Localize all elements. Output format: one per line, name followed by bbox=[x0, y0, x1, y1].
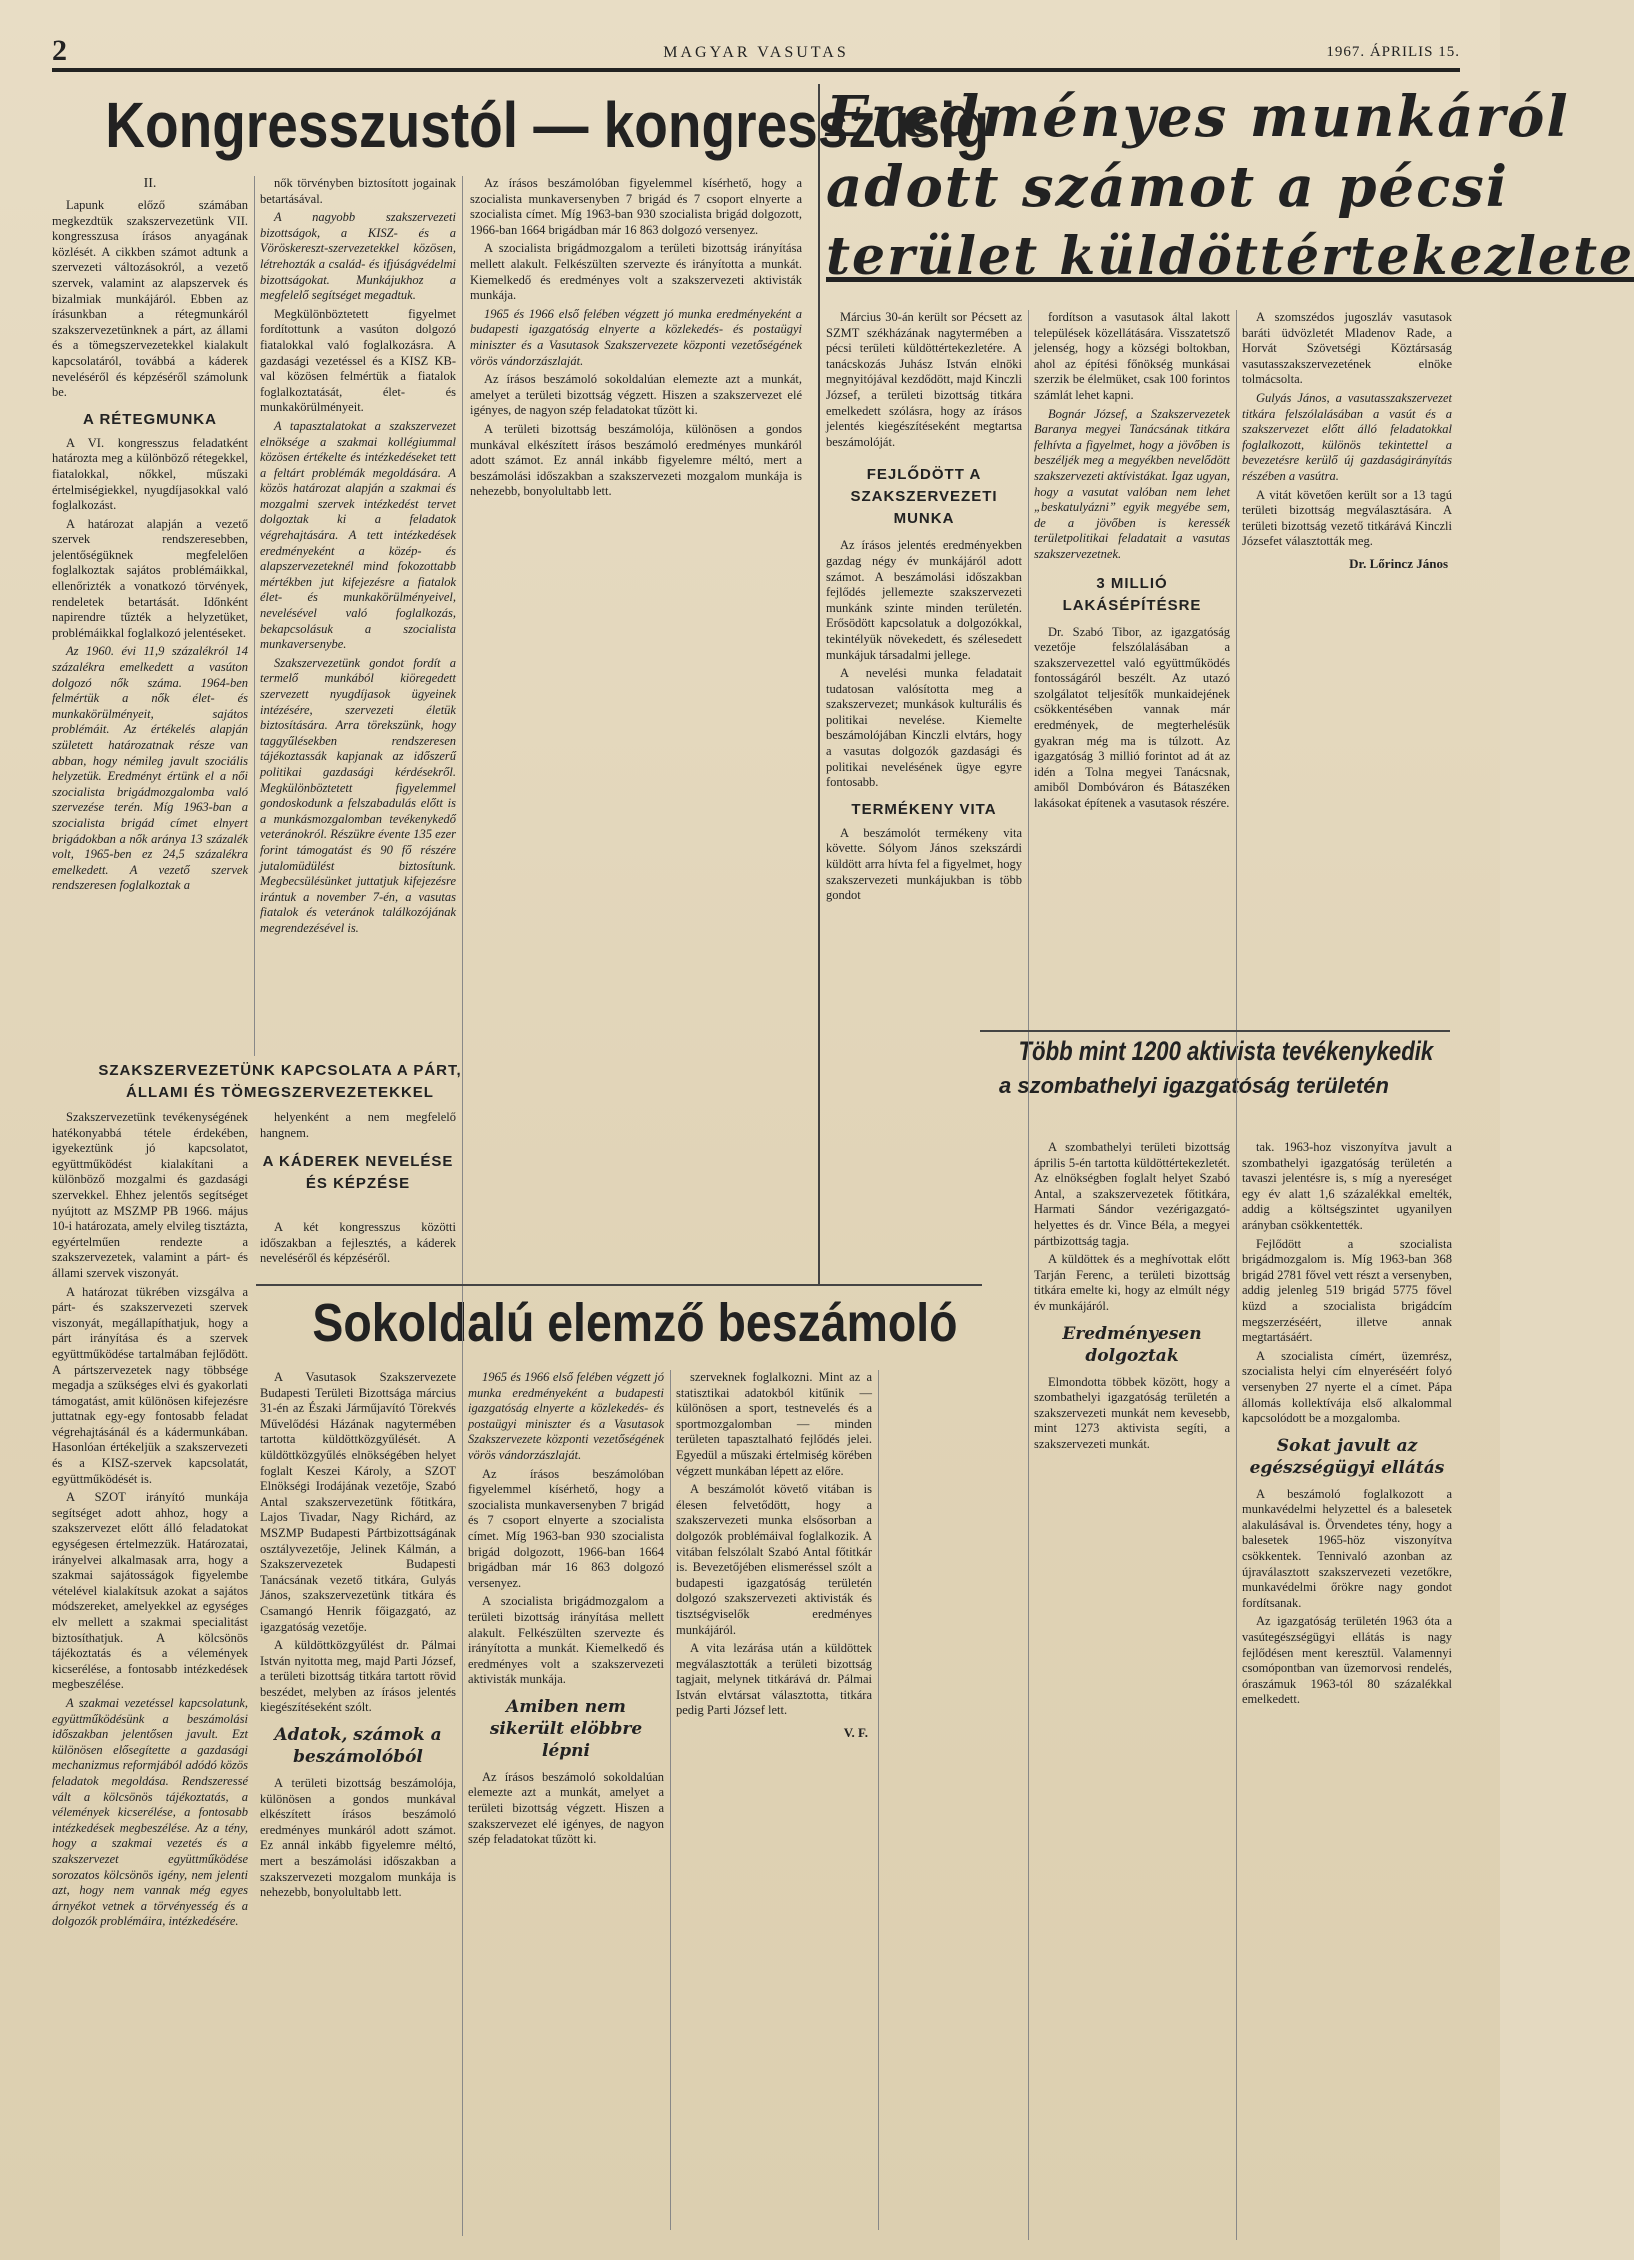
paragraph: Gulyás János, a vasutasszakszervezet titkára felszólalásában a vasút és a szakszervezet előtt álló feladatokkal foglalkozott, különös tekintettel a bevezetésre kerülő új gazdaságirányítás részében a vasútra. bbox=[1242, 390, 1452, 483]
subheading-3-millio: 3 MILLIÓ LAKÁSÉPÍTÉSRE bbox=[1062, 574, 1202, 614]
paragraph: Az írásos jelentés eredményekben gazdag négy év munkájáról adott számot. A beszámolási időszakban fejlődés jellemezte szakszervezeti munkánk szinte minden területén. Erősödött kapcsolatuk a dolgozókkal, tekintélyük növekedett, és szélesedett munkájuk társadalmi jellege. bbox=[826, 538, 1022, 662]
banner-line-2: a szombathelyi igazgatóság területén bbox=[999, 1073, 1389, 1098]
paragraph: A vita lezárása után a küldöttek megválasztották a területi bizottság tagjait, melynek titkárává dr. Pálmai István elvtársat választotta, titkára pedig Parti József lett. bbox=[676, 1641, 872, 1718]
paragraph: szerveknek foglalkozni. Mint az a statisztikai adatokból kitűnik — különösen a sport, testnevelés és a sportmozgalomban — minden területen tapasztalható fejlődés jelei. Egyedül a műszaki értelmiség körében végzett munkában lépett az előre. bbox=[676, 1370, 872, 1478]
paragraph: A beszámolót termékeny vita követte. Sólyom János szekszárdi küldött arra hívta fel a figyelmet, hogy szakszervezeti munkájukban is több gondot bbox=[826, 825, 1022, 903]
paragraph: A határozat tükrében vizsgálva a párt- és szakszervezeti szervek viszonyát, megállapíthatjuk, hogy a párt irányítása és a szervek együttműködése tartalmában fejlődött. A pártszervezetek nagy többsége megadja a szükséges elvi és gyakorlati támogatást, amit különösen kifejezésre juttatnak egy-egy fontosabb feladat végrehajtásánál és a kádermunkában. Hasonlóan értékeljük a szakszervezeti és a KISZ-szervek kapcsolatát, együttműködését is. bbox=[52, 1284, 248, 1486]
paragraph: A Vasutasok Szakszervezete Budapesti Területi Bizottsága március 31-én az Északi Járműjavító Törekvés Művelődési Házának nagytermében tartotta küldöttközgyűlését. A küldöttközgyűlés elnökségében helyet foglalt Keszei Károly, a SZOT Elnökségi Irodájának vezetője, Szabó Antal szakszervezetünk főtitkára, Lajos Tivadar, Nagy Richárd, az MSZMP Budapesti Pártbizottságának osztályvezetője, Jelinek Kálmán, a Szakszervezetek Budapesti Tanácsának vezető titkára, Gulyás János, szakszervezetünk titkára és Csamangó Henrik főigazgató, az igazgatóság vezetője. bbox=[260, 1370, 456, 1634]
column-rule bbox=[670, 1370, 671, 2230]
paragraph: A nevelési munka feladatait tudatosan valósította meg a szakszervezet; munkások kulturális és politikai nevelése. Kiemelte beszámolójában Kinczli elvtárs, hogy a vasutas dolgozók gazdasági és politikai nevelésének ügye egyre fontosabb. bbox=[826, 666, 1022, 790]
paragraph: A szomszédos jugoszláv vasutasok baráti üdvözletét Mladenov Rade, a Horvát Szövetségi Köztársaság vasutasszakszervezetének elnöke tolmácsolta. bbox=[1242, 310, 1452, 387]
banner-line-1: Több mint 1200 aktivista tevékenykedik bbox=[1018, 1036, 1434, 1066]
subheading-eredmenyesen: Eredményesen dolgoztak bbox=[1062, 1323, 1202, 1366]
paragraph: Megkülönböztetett figyelmet fordítottunk a vasúton dolgozó fiatalokkal való foglalkozásra. A gazdasági vezetéssel és a KISZ KB-val közösen felmértük a fiatalok foglalkoztatását, élet- és munkakörülményeit. bbox=[260, 306, 456, 415]
signature: Dr. Lőrincz János bbox=[1349, 555, 1448, 571]
right-col-1 bbox=[826, 310, 1022, 1040]
paragraph: A tapasztalatokat a szakszervezet elnöksége a szakmai kollégiummal közösen értékelte és intézkedéseket tett a feltárt problémák megoldására. A közös határozat alapján a szakmai és mozgalmi szervek intézkedést tervet dolgoztak ki a feladatok végrehajtására. A tett intézkedések eredményeként a közép- és alapszervezeteknél mind fokozottabb mértékben jut kifejezésre a fiatalok élet- és munkakörülményeivel, nevelésével való foglalkozás, bekapcsolásuk a szocialista munkaversenybe. bbox=[260, 418, 456, 652]
right-col-2 bbox=[1034, 310, 1230, 1040]
left-headline: Kongresszustól — kongresszusig bbox=[105, 89, 990, 161]
paragraph: A küldöttek és a meghívottak előtt Tarján Ferenc, a területi bizottság titkára emelte ki, hogy az elmúlt négy év munkájáról. bbox=[1034, 1252, 1230, 1313]
right-headline-line3: terület küldöttértekezlete bbox=[826, 226, 1634, 287]
page-number: 2 bbox=[52, 34, 67, 67]
paragraph: Elmondotta többek között, hogy a szombathelyi igazgatóság területén a szakszervezeti munkát nem kevesebb, mint 1273 aktivista segíti, a szakszervezeti munkát. bbox=[1034, 1374, 1230, 1451]
paragraph: A szombathelyi területi bizottság április 5-én tartotta küldöttértekezletét. Az elnökségben foglalt helyet Szabó Antal, a szakszervezetek főtitkára, Harmati Sándor vezérigazgató-helyettes és dr. Vince Béla, a megyei pártbizottság tagja. bbox=[1034, 1140, 1230, 1248]
paragraph: helyenként a nem megfelelő hangnem. bbox=[260, 1110, 456, 1140]
part-number: II. bbox=[143, 176, 157, 191]
paragraph: nők törvényben biztosított jogainak betartásával. bbox=[260, 176, 456, 206]
paragraph: A szocialista brigádmozgalom a területi bizottság irányítása mellett alakult. Felkészülten szervezte és irányította a munkát. Kiemelkedő és eredményes volt a szakszervezeti aktivisták munkája. bbox=[468, 1594, 664, 1687]
subheading-sokat-javult: Sokat javult az egészségügyi ellátás bbox=[1249, 1435, 1445, 1478]
paragraph: A két kongresszus közötti időszakban a fejlesztés, a káderek neveléséről és képzéséről. bbox=[260, 1220, 456, 1266]
bottom-headline: Sokoldalú elemző beszámoló bbox=[312, 1293, 958, 1353]
right-headline-box bbox=[826, 82, 1634, 302]
paragraph: fordítson a vasutasok által lakott települések közellátására. Visszatetsző jelenség, hogy a községi boltokban, ahol az építési főnökség munkásai szerzik be élelmüket, csak 100 forintos számlát lehet kapni. bbox=[1034, 310, 1230, 402]
paragraph: A VI. kongresszus feladatként határozta meg a különböző rétegekkel, fiatalokkal, nőkkel, műszaki értelmiségiekkel, nyugdíjasokkal való foglalkozást. bbox=[52, 435, 248, 513]
paragraph: Bognár József, a Szakszervezetek Baranya megyei Tanácsának titkára felhívta a figyelmet, hogy a jövőben is beszéljék meg a megyékben nevelődött szakszervezeti aktívistákat. Igaz ugyan, hogy a vasutat valóban nem lehet „beskatulyázni” egyik megyébe sem, de a jövőben is keressék területpolitikai feladatait a vasutas szakszervezetnek. bbox=[1034, 406, 1230, 561]
paragraph: Szakszervezetünk gondot fordít a termelő munkából kiöregedett szervezett nyugdíjasok ügyeinek intézésére, szervezeti életük biztosítására. Arra törekszünk, hogy taggyűlésekben rendszeresen tájékoztassák kapjanak az időszerű politikai gazdasági kérdésekről. Megkülönböztetett figyelemmel gondoskodunk a felszabadulás előtt is a munkásmozgalomban tevékenykedő veteránokról. Részükre évente 135 ezer forint támogatást és 90 fő részére jutalomüdülést biztosítunk. Megbecsülésünket juttatjuk kifejezésre irántuk a november 7-én, a vasutas fiatalok és veteránok találkozójának megrendezésével is. bbox=[260, 655, 456, 935]
szombathely-col-1 bbox=[1034, 1140, 1230, 2240]
bottom-col-2 bbox=[468, 1370, 664, 2240]
right-headline-line2: adott számot a pécsi bbox=[826, 154, 1510, 220]
subheading-kaderek: A KÁDEREK NEVELÉSE ÉS KÉPZÉSE bbox=[262, 1153, 454, 1193]
left-col-3 bbox=[470, 176, 802, 1196]
paragraph: Március 30-án került sor Pécsett az SZMT székházának nagytermében a pécsi területi küldöttértekezletére. A tanácskozás Juhász István elnöki megnyitójával kezdődött, majd Kinczli József, a területi bizottság titkára emelkedett szólásra, hogy az írásos jelentés kiegészítéseként megtartsa beszámolóját. bbox=[826, 310, 1022, 449]
paragraph: A beszámoló foglalkozott a munkavédelmi helyzettel és a balesetek alakulásával is. Örvendetes tény, hogy a balesetek 1965-höz viszonyítva csökkentek. Tennivaló azonban az újraválasztott szakszervezeti vezetőkre, munkavédelmi őrökre nagy gondot fordítsanak. bbox=[1242, 1486, 1452, 1610]
right-headline-line1: Eredményes munkáról bbox=[826, 84, 1570, 150]
column-rule bbox=[254, 176, 255, 1056]
column-rule bbox=[462, 176, 463, 2236]
paragraph: A SZOT irányító munkája segítséget adott ahhoz, hogy a szakszervezet előtt álló feladatokat egységesen értelmezzük. Határozatai, irányelvei alkalmasak arra, hogy a szakmai sajátosságok figyelembe vételével kialakítsuk azokat a sajátos módszereket, amelyekkel az egységes elv mellett a szakmai specialitást biztosíthatjuk. A kölcsönös tájékoztatás és a vélemények kicserélése, a fontosabb intézkedések megbeszélése. bbox=[52, 1490, 248, 1692]
paragraph: Az 1960. évi 11,9 százalékról 14 százalékra emelkedett a vasúton dolgozó nők száma. 1964-ben felmértük a nők élet- és munkakörülményeit, sajátos problémáit. Az értékelés alapján született határozatnak része van abban, hogy némileg javult szociális helyzetük. Eredményt értünk el a női szocialista brigádmozgalomba való szervezése terén. Míg 1963-ban a szocialista brigád címet elnyert brigádokban a nők aránya 13 százalék volt, 1965-ben ez 24,5 százalékra emelkedett. A vezető szervek rendszeresen foglalkoztak a bbox=[52, 644, 248, 893]
subheading-kapcsolata: SZAKSZERVEZETÜNK KAPCSOLATA A PÁRT, ÁLLAMI ÉS TÖMEGSZERVEZETEKKEL bbox=[98, 1062, 462, 1101]
paragraph: Az írásos beszámolóban figyelemmel kísérhető, hogy a szocialista munkaversenyben 7 brigád és 7 csoport elnyerte a szocialista címet. Míg 1963-ban 930 szocialista brigád dolgozott, 1966-ban 1664 brigádban már 16 863 dolgozó versenyez. bbox=[468, 1466, 664, 1590]
issue-date: 1967. ÁPRILIS 15. bbox=[1326, 44, 1460, 60]
paper-name: MAGYAR VASUTAS bbox=[663, 44, 849, 61]
left-col-2b bbox=[260, 1110, 456, 1220]
szombathely-col-2 bbox=[1242, 1140, 1452, 2240]
column-rule bbox=[1236, 310, 1237, 2240]
paragraph: Az írásos beszámolóban figyelemmel kísérhető, hogy a szocialista munkaversenyben 7 brigád és 7 csoport elnyerte a szocialista címet. Míg 1963-ban 930 szocialista brigád dolgozott, 1966-ban 1664 brigádban már 16 863 dolgozó versenyez. bbox=[470, 176, 802, 237]
subheading-amiben: Amiben nem sikerült elöbbre lépni bbox=[489, 1696, 643, 1761]
paragraph: 1965 és 1966 első felében végzett jó munka eredményeként a budapesti igazgatóság elnyerte a közlekedés- és postaügyi miniszter és a Vasutasok Szakszervezete központi vezetőségének vörös vándorzászlaját. bbox=[468, 1370, 664, 1462]
subheading-retegmunka: A RÉTEGMUNKA bbox=[83, 410, 217, 428]
horizontal-rule bbox=[256, 1284, 982, 1286]
subheading-adatok: Adatok, számok a beszámolóból bbox=[274, 1725, 442, 1768]
paragraph: Fejlődött a szocialista brigádmozgalom is. Míg 1963-ban 368 brigád 2781 fővel vett részt a versenyben, addig jelenleg 519 brigád 5775 fővel küzd a szocialista brigádcím megszerzéséért, illetve annak megtartásáért. bbox=[1242, 1236, 1452, 1345]
paragraph: A területi bizottság beszámolója, különösen a gondos munkával elkészített írásos beszámoló eredményes munkáról adott számot. Ez annál inkább figyelemre méltó, mert a beszámolási időszakban a szakszervezeti mozgalom munkája is nehezebb, bonyolultabb lett. bbox=[260, 1776, 456, 1900]
left-col-2c bbox=[260, 1220, 456, 1280]
paragraph: Lapunk előző számában megkezdtük szakszervezetünk VII. kongresszusa írásos anyagának közlését. A cikkben számot adtunk a szervezeti változásokról, a vezető szervek, valamint az alapszervek és bizalmiak munkájáról. Ebben az írásunkban a rétegmunkáról szakszervezetünknek a párt, az állami és a tömegszervezetekkel kialakult kapcsolatáról, továbbá a káderek neveléséről és képzéséről számolunk be. bbox=[52, 198, 248, 400]
subheading-termekeny-vita: TERMÉKENY VITA bbox=[851, 800, 997, 818]
paragraph: A határozat alapján a vezető szervek rendszeresebben, jelentőségüknek megfelelően foglalkoztak sajátos problémáikkal, ellenőrizték a vonatkozó törvények, rendeletek betartását. Időnként napirendre tűzték a helyzetüket, problémáikkal foglalkozó jelentéseket. bbox=[52, 516, 248, 640]
left-col-1b bbox=[52, 1110, 248, 2240]
paragraph: A szakmai vezetéssel kapcsolatunk, együttműködésünk a beszámolási időszakban jelentősen javult. Ezt különösen elősegítette a gazdasági mechanizmus reformjából adódó közös feladatok megoldása. Rendszeressé vált a kölcsönös tájékoztatás, a vélemények kicserélése, a fontosabb intézkedések megbeszélése. Az a tény, hogy a szakmai vezetés és a szakszervezet együttműködése sorozatos kölcsönös igény, nem jelenti azt, hogy nem vannak még egyes árnyékot vetnek a törvényesség és a dolgozók problémáira, intézkedésére. bbox=[52, 1695, 248, 1929]
column-rule bbox=[878, 1370, 879, 2230]
paragraph: Dr. Szabó Tibor, az igazgatóság vezetője felszólalásában a szakszervezettel való együttműködés fontosságáról beszélt. Az utazó szolgálatot teljesítők munkaidejének csökkentésében vannak már eredmények, de megterhelésük gyakran még ma is túlzott. Az igazgatóság 3 millió forintot ad át az idén a Tolna megyei Tanácsnak, amiből Dombóváron és Bátaszéken lakásokat építenek a vasutasok részére. bbox=[1034, 624, 1230, 811]
signature: V. F. bbox=[843, 1725, 868, 1741]
masthead bbox=[52, 28, 1460, 72]
column-rule bbox=[1028, 310, 1029, 2240]
right-col-3 bbox=[1242, 310, 1452, 1040]
horizontal-rule bbox=[980, 1030, 1450, 1032]
paragraph: A szocialista brigádmozgalom a területi bizottság irányítása mellett alakult. Felkészülten szervezte és irányította a munkát. Kiemelkedő és eredményes volt a szakszervezeti aktivisták munkája. bbox=[470, 241, 802, 303]
paragraph: A küldöttközgyűlést dr. Pálmai István nyitotta meg, majd Parti József, a területi bizottság titkára tartott rövid beszédet, melyben az írásos jelentés kiegészítéseként szólt. bbox=[260, 1638, 456, 1715]
paragraph: A szocialista címért, üzemrész, szocialista helyi cím elnyeréséért folyó versenyben 27 nyerte el a címet. Pápa állomás kollektívája első alkalommal kapcsolódott be a mozgalomba. bbox=[1242, 1348, 1452, 1426]
paragraph: A nagyobb szakszervezeti bizottságok, a KISZ- és a Vöröskereszt-szervezetekkel közösen, létrehozták a család- és ifjúságvédelmi bizottságokat. Munkájukhoz a megfelelő segítséget megadtuk. bbox=[260, 210, 456, 303]
bottom-col-1 bbox=[260, 1370, 456, 2240]
left-col-2 bbox=[260, 176, 456, 1076]
column-rule bbox=[818, 84, 820, 1284]
szombathely-banner bbox=[980, 1036, 1434, 1132]
paragraph: Az igazgatóság területén 1963 óta a vasútegészségügyi ellátás is nagy fejlődésen ment keresztül. Valamennyi csomópontban van üzemorvosi rendelés, óraszámuk 1963-tól 80 százalékkal emelkedett. bbox=[1242, 1614, 1452, 1707]
subheading-fejlodott: FEJLŐDÖTT A SZAKSZERVEZETI MUNKA bbox=[850, 466, 998, 528]
paragraph: A beszámolót követő vitában is élesen felvetődött, hogy a szakszervezeti munka elsősorban a dolgozók problémáival foglalkozik. A vitában felszólalt Szabó Antal főtitkár is. Bevezetőjében elismeréssel szólt a budapesti igazgatóság területén dolgozó szakszervezeti aktivisták és tisztségviselők eredményes munkájáról. bbox=[676, 1482, 872, 1637]
paragraph: A vitát követően került sor a 13 tagú területi bizottság megválasztására. A területi bizottság vezető titkárává Kinczli Józsefet választották meg. bbox=[1242, 487, 1452, 549]
paragraph: tak. 1963-hoz viszonyítva javult a szombathelyi igazgatóság területén a tavaszi jelentésre is, s míg a nyereséget egy év alatt 1,6 százalékkal emelték, addig a költségszintet ugyanilyen arányban csökkentették. bbox=[1242, 1140, 1452, 1232]
paragraph: Az írásos beszámoló sokoldalúan elemezte azt a munkát, amelyet a területi bizottság végzett. Hiszen a szakszervezet elé igényes, de nagyon szép feladatokat tűzött ki. bbox=[470, 372, 802, 418]
bottom-col-3 bbox=[676, 1370, 872, 2240]
left-headline-box bbox=[52, 86, 990, 164]
paragraph: Szakszervezetünk tevékenységének hatékonyabbá tétele érdekében, igyekeztünk jó kapcsolatot, együttműködést kialakítani a különböző mozgalmi és gazdasági szervekkel. Ehhez jelentős segítséget nyújtott az MSZMP PB 1966. május 10-i határozata, amely elvileg tisztázta, egyértelműen rendezte a szakszervezetek, valamint a párt- és állami szervek viszonyát. bbox=[52, 1110, 248, 1280]
paragraph: Az írásos beszámoló sokoldalúan elemezte azt a munkát, amelyet a területi bizottság végzett. Hiszen a szakszervezet elé igényes, de nagyon szép feladatokat tűzött ki. bbox=[468, 1769, 664, 1847]
bottom-headline-box bbox=[262, 1288, 982, 1358]
section-heading-box bbox=[80, 1050, 480, 1112]
paragraph: 1965 és 1966 első felében végzett jó munka eredményeként a budapesti igazgatóság elnyerte a közlekedés- és postaügyi miniszter és a Vasutasok Szakszervezete központi vezetőségének vörös vándorzászlaját. bbox=[470, 306, 802, 368]
paragraph: A területi bizottság beszámolója, különösen a gondos munkával elkészített írásos beszámoló eredményes munkáról adott számot. Ez annál inkább figyelemre méltó, mert a beszámolási időszakban a szakszervezeti mozgalom munkája is nehezebb, bonyolultabb lett. bbox=[470, 421, 802, 499]
